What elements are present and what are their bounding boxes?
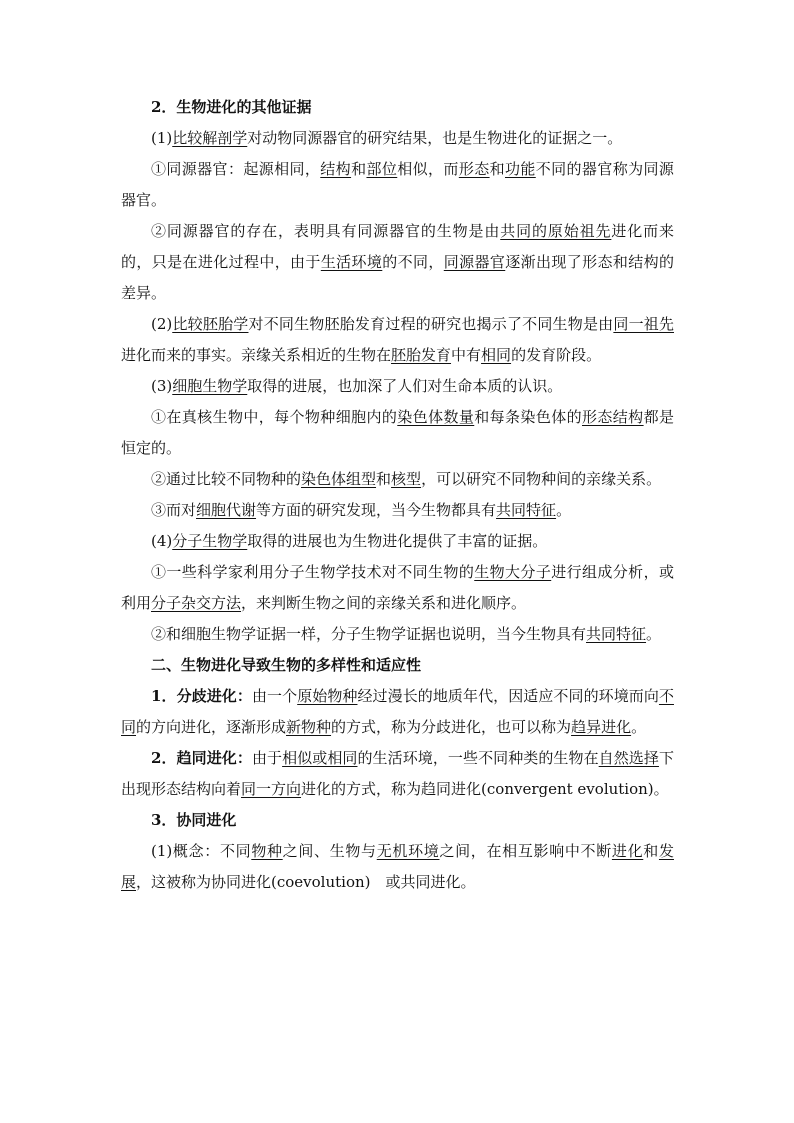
underlined-term: 细胞代谢	[196, 501, 257, 519]
underlined-term: 比较胚胎学	[172, 315, 249, 333]
paragraph	[121, 557, 674, 619]
underlined-term: 相似或相同	[282, 749, 358, 767]
text-run: ②同源器官的存在，表明具有同源器官的生物是由	[151, 222, 501, 240]
paragraph	[121, 681, 674, 743]
text-run: 和每条染色体的	[474, 408, 582, 426]
paragraph	[121, 402, 674, 464]
text-run: 逐渐出现了形态和结构的差异。	[121, 253, 674, 302]
text-run: 的生活环境，一些不同种类的生物在	[357, 749, 599, 767]
underlined-term: 细胞生物学	[172, 377, 248, 395]
underlined-term: 共同特征	[496, 501, 557, 519]
paragraph	[121, 464, 674, 495]
paragraph	[121, 371, 674, 402]
text-run: 的方向进化，逐渐形成	[136, 718, 287, 736]
underlined-term: 新物种	[286, 718, 332, 736]
text-run: 都是恒定的。	[121, 408, 674, 457]
text-run: 取得的进展也为生物进化提供了丰富的证据。	[247, 532, 548, 550]
text-run: 。	[631, 718, 647, 736]
bold-text: 1．分歧进化：	[151, 687, 252, 705]
text-run: ②通过比较不同物种的	[151, 470, 302, 488]
text-run: 。	[556, 501, 572, 519]
text-run: (2)	[151, 315, 173, 333]
bold-text: 3．协同进化	[151, 811, 237, 829]
paragraph	[121, 836, 674, 898]
text-run: ①一些科学家利用分子生物学技术对不同生物的	[151, 563, 475, 581]
underlined-term: 染色体数量	[397, 408, 475, 426]
underlined-term: 分子生物学	[172, 532, 248, 550]
underlined-term: 功能	[504, 160, 536, 178]
underlined-term: 分子杂交方法	[151, 594, 242, 612]
text-run: 和	[489, 160, 505, 178]
text-run: (1)概念：不同	[151, 842, 252, 860]
text-run: ③而对	[151, 501, 197, 519]
text-run: ，来判断生物之间的亲缘关系和进化顺序。	[241, 594, 527, 612]
paragraph	[121, 650, 674, 681]
text-run: 中有	[451, 346, 482, 364]
underlined-term: 同源器官	[443, 253, 506, 271]
underlined-term: 共同特征	[586, 625, 647, 643]
text-run: 和	[351, 160, 367, 178]
text-run: 和	[376, 470, 392, 488]
text-run: 进化的方式，称为趋同进化(convergent evolution)。	[301, 780, 669, 798]
text-run: ，可以研究不同物种间的亲缘关系。	[421, 470, 662, 488]
text-run: 对动物同源器官的研究结果，也是生物进化的证据之一。	[247, 129, 623, 147]
paragraph	[121, 619, 674, 650]
document-body	[121, 92, 674, 898]
underlined-term: 原始物种	[297, 687, 358, 705]
text-run: 之间，在相互影响中不断	[439, 842, 612, 860]
underlined-term: 发展	[121, 842, 674, 891]
underlined-term: 趋异进化	[571, 718, 632, 736]
underlined-term: 部位	[366, 160, 398, 178]
text-run: 相似，而	[397, 160, 459, 178]
underlined-term: 相同	[481, 346, 512, 364]
text-run: (3)	[151, 377, 173, 395]
underlined-term: 生物大分子	[474, 563, 552, 581]
underlined-term: 结构	[320, 160, 352, 178]
underlined-term: 进化	[611, 842, 644, 860]
text-run: 的不同，	[382, 253, 444, 271]
text-run: (4)	[151, 532, 173, 550]
bold-text: 二、生物进化导致生物的多样性和适应性	[151, 656, 422, 674]
bold-text: 2．趋同进化：	[151, 749, 252, 767]
paragraph	[121, 743, 674, 805]
text-run: 的发育阶段。	[511, 346, 602, 364]
text-run: 进化而来的事实。亲缘关系相近的生物在	[121, 346, 392, 364]
text-run: 2．生物进化的其他证据	[151, 98, 312, 116]
paragraph	[121, 154, 674, 216]
underlined-term: 物种	[251, 842, 283, 860]
underlined-term: 比较解剖学	[172, 129, 248, 147]
paragraph	[121, 309, 674, 371]
text-run: (1)	[151, 129, 173, 147]
paragraph	[121, 216, 674, 309]
underlined-term: 形态	[458, 160, 490, 178]
paragraph	[121, 92, 674, 123]
text-run: 的方式，称为分歧进化，也可以称为	[331, 718, 572, 736]
text-run: 下出现形态结构向着	[121, 749, 674, 798]
underlined-term: 不同	[121, 687, 674, 736]
paragraph	[121, 526, 674, 557]
text-run: 进化而来的，只是在进化过程中，由于	[121, 222, 674, 271]
paragraph	[121, 495, 674, 526]
underlined-term: 染色体组型	[301, 470, 377, 488]
text-run: ①在真核生物中，每个物种细胞内的	[151, 408, 398, 426]
underlined-term: 自然选择	[598, 749, 659, 767]
paragraph	[121, 805, 674, 836]
underlined-term: 生活环境	[320, 253, 383, 271]
text-run: ，这被称为协同进化(coevolution) 或共同进化。	[136, 873, 476, 891]
underlined-term: 同一方向	[241, 780, 302, 798]
text-run: 经过漫长的地质年代，因适应不同的环境而向	[357, 687, 659, 705]
text-run: 由一个	[251, 687, 298, 705]
text-run: ②和细胞生物学证据一样，分子生物学证据也说明，当今生物具有	[151, 625, 587, 643]
text-run: 取得的进展，也加深了人们对生命本质的认识。	[247, 377, 563, 395]
text-run: 对不同生物胚胎发育过程的研究也揭示了不同生物是由	[248, 315, 614, 333]
text-run: 。	[646, 625, 662, 643]
underlined-term: 胚胎发育	[391, 346, 452, 364]
text-run: 等方面的研究发现，当今生物都具有	[256, 501, 497, 519]
underlined-term: 核型	[391, 470, 422, 488]
text-run: 之间、生物与	[282, 842, 377, 860]
underlined-term: 同一祖先	[613, 315, 674, 333]
underlined-term: 无机环境	[376, 842, 440, 860]
paragraph	[121, 123, 674, 154]
text-run: 进行组成分析，或利用	[121, 563, 674, 612]
text-run: ①同源器官：起源相同，	[151, 160, 321, 178]
underlined-term: 共同的原始祖先	[500, 222, 612, 240]
text-run: 和	[643, 842, 659, 860]
underlined-term: 形态结构	[582, 408, 644, 426]
text-run: 不同的器官称为同源器官。	[121, 160, 674, 209]
text-run: 由于	[251, 749, 283, 767]
